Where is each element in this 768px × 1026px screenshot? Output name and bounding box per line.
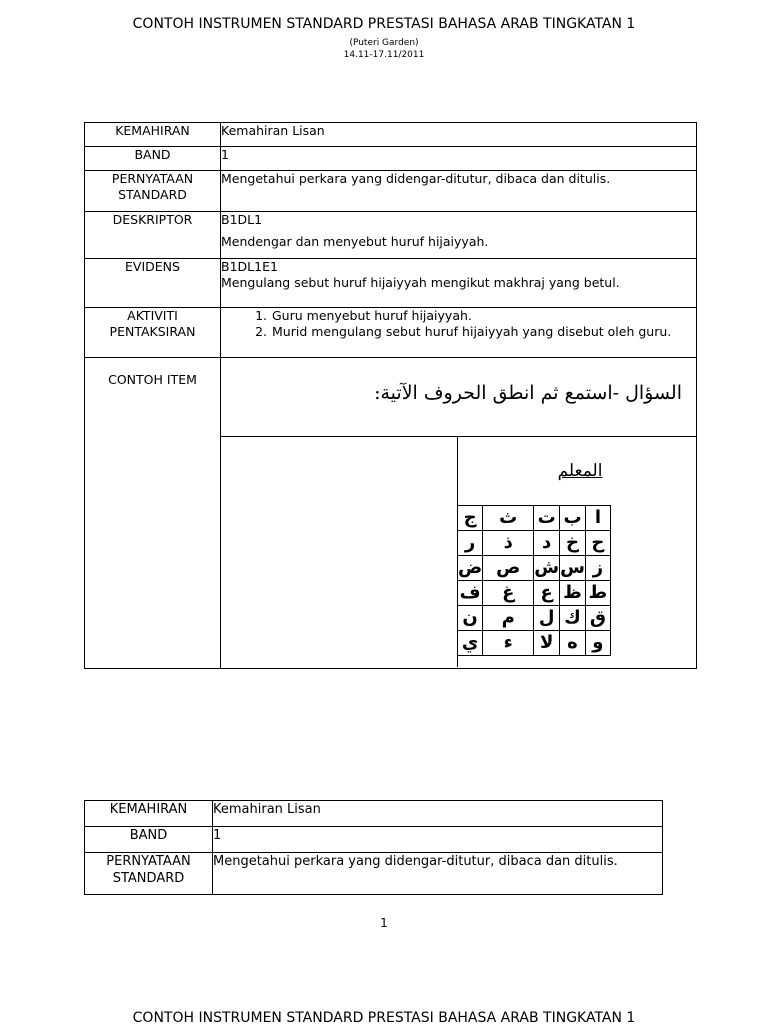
letter-cell: ش	[534, 556, 560, 581]
letter-cell: ق	[585, 606, 610, 631]
list-item-text: Guru menyebut huruf hijaiyyah.	[272, 308, 472, 323]
list-item-number: 1.	[255, 308, 267, 323]
letter-row	[458, 606, 611, 631]
pernyataan-label-line1: PERNYATAAN	[106, 854, 191, 869]
contoh-item-label: CONTOH ITEM	[85, 358, 221, 669]
aktiviti-label-line1: AKTIVITI	[127, 308, 178, 323]
row-band	[85, 827, 663, 853]
evidens-value	[221, 259, 697, 308]
kemahiran-label: KEMAHIRAN	[85, 123, 221, 147]
aktiviti-value	[221, 308, 697, 358]
letter-cell: ف	[458, 581, 483, 606]
letter-cell: غ	[483, 581, 534, 606]
pernyataan-value: Mengetahui perkara yang didengar-ditutur, dibaca dan ditulis.	[213, 853, 663, 895]
row-evidens	[85, 259, 697, 308]
letter-cell: ه	[560, 631, 586, 656]
letter-cell: س	[560, 556, 586, 581]
kemahiran-value: Kemahiran Lisan	[221, 123, 697, 147]
band-label: BAND	[85, 827, 213, 853]
kemahiran-value: Kemahiran Lisan	[213, 801, 663, 827]
evidens-label: EVIDENS	[85, 259, 221, 308]
pernyataan-label-line1: PERNYATAAN	[111, 171, 194, 186]
question-divider	[221, 436, 696, 437]
pernyataan-label-line2: STANDARD	[118, 187, 187, 202]
band-value: 1	[221, 147, 697, 171]
letter-cell: م	[483, 606, 534, 631]
pernyataan-label	[85, 853, 213, 895]
letter-row	[458, 581, 611, 606]
aktiviti-label-line2: PENTAKSIRAN	[109, 324, 196, 339]
letter-row	[458, 631, 611, 656]
letter-cell: ص	[483, 556, 534, 581]
row-aktiviti	[85, 308, 697, 358]
letter-cell: ح	[585, 531, 610, 556]
evidens-text: Mengulang sebut huruf hijaiyyah mengikut makhraj yang betul.	[221, 275, 620, 290]
pernyataan-label	[85, 171, 221, 212]
letter-cell: ك	[560, 606, 586, 631]
row-pernyataan	[85, 853, 663, 895]
instrument-table-1	[84, 122, 697, 669]
next-page-title: CONTOH INSTRUMEN STANDARD PRESTASI BAHASA ARAB TINGKATAN 1	[132, 1010, 636, 1026]
deskriptor-text: Mendengar dan menyebut huruf hijaiyyah.	[221, 234, 489, 249]
contoh-item-content	[221, 358, 697, 669]
pernyataan-label-line2: STANDARD	[112, 871, 185, 886]
letter-cell: خ	[560, 531, 586, 556]
deskriptor-label: DESKRIPTOR	[85, 212, 221, 259]
letter-cell: ل	[534, 606, 560, 631]
page-number: 1	[380, 916, 388, 930]
list-item	[221, 324, 690, 340]
hijaiyyah-letter-grid	[457, 505, 611, 656]
letter-row	[458, 556, 611, 581]
aktiviti-label	[85, 308, 221, 358]
letter-row	[458, 531, 611, 556]
date-subtitle: 14.11-17.11/2011	[343, 50, 425, 60]
letter-cell: ض	[458, 556, 483, 581]
row-band	[85, 147, 697, 171]
letter-cell: ظ	[560, 581, 586, 606]
band-value: 1	[213, 827, 663, 853]
kemahiran-label: KEMAHIRAN	[85, 801, 213, 827]
list-item-number: 2.	[255, 324, 267, 339]
row-pernyataan	[85, 171, 697, 212]
letter-cell: و	[585, 631, 610, 656]
letter-cell: ن	[458, 606, 483, 631]
location-subtitle: (Puteri Garden)	[349, 38, 419, 48]
deskriptor-value	[221, 212, 697, 259]
letter-cell: ز	[585, 556, 610, 581]
letter-row	[458, 506, 611, 531]
letter-cell: ت	[534, 506, 560, 531]
letter-cell: ب	[560, 506, 586, 531]
teacher-label: المعلم	[557, 461, 603, 481]
letter-cell: ا	[585, 506, 610, 531]
aktiviti-list	[221, 308, 696, 340]
letter-cell: ذ	[483, 531, 534, 556]
letter-cell: ج	[458, 506, 483, 531]
list-item	[221, 308, 690, 324]
deskriptor-code: B1DL1	[221, 212, 263, 227]
question-text: السؤال -استمع ثم انطق الحروف الآتية:	[374, 382, 682, 404]
letter-cell: ي	[458, 631, 483, 656]
letter-cell: ء	[483, 631, 534, 656]
letter-cell: ط	[585, 581, 610, 606]
contoh-item-area	[221, 358, 696, 667]
evidens-code: B1DL1E1	[221, 259, 278, 274]
letter-cell: ث	[483, 506, 534, 531]
band-label: BAND	[85, 147, 221, 171]
row-contoh-item	[85, 358, 697, 669]
letter-cell: د	[534, 531, 560, 556]
row-kemahiran	[85, 801, 663, 827]
letter-cell: ر	[458, 531, 483, 556]
list-item-text: Murid mengulang sebut huruf hijaiyyah yang disebut oleh guru.	[272, 324, 672, 339]
instrument-table-2	[84, 800, 663, 895]
letter-cell: ع	[534, 581, 560, 606]
pernyataan-value: Mengetahui perkara yang didengar-ditutur, dibaca dan ditulis.	[221, 171, 697, 212]
row-kemahiran	[85, 123, 697, 147]
document-title: CONTOH INSTRUMEN STANDARD PRESTASI BAHASA ARAB TINGKATAN 1	[132, 16, 636, 32]
row-deskriptor	[85, 212, 697, 259]
letter-cell: لا	[534, 631, 560, 656]
